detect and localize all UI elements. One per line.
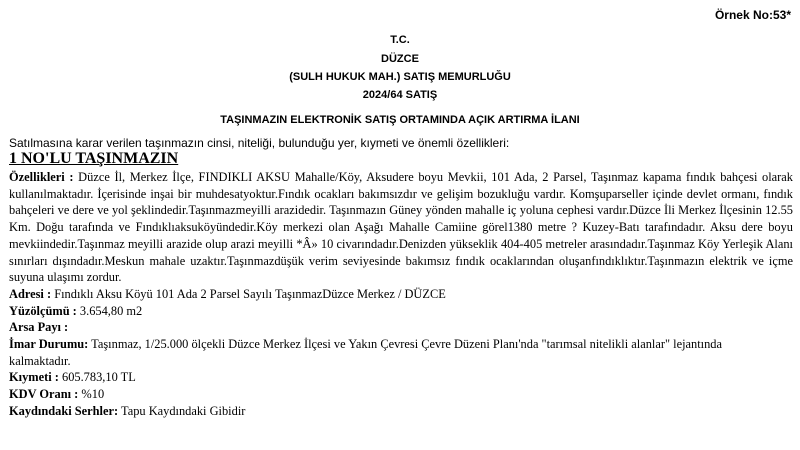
document-title: TAŞINMAZIN ELEKTRONİK SATIŞ ORTAMINDA AÇIK ARTIRMA İLANI xyxy=(220,114,580,126)
zoning-value: Taşınmaz, 1/25.000 ölçekli Düzce Merkez İlçesi ve Yakın Çevresi Çevre Düzeni Planı'nda "tarımsal nitelikli alanlar" lejantında kalmaktadır. xyxy=(9,337,722,368)
features-label: Özellikleri : xyxy=(9,170,74,184)
value-row xyxy=(9,369,793,386)
property-heading: 1 NO'LU TAŞINMAZIN xyxy=(9,150,179,167)
address-label: Adresi : xyxy=(9,286,52,301)
features-paragraph xyxy=(9,169,793,286)
vat-value: %10 xyxy=(81,387,105,402)
header-city: DÜZCE xyxy=(381,53,419,65)
area-label: Yüzölçümü : xyxy=(9,303,77,318)
share-label: Arsa Payı : xyxy=(9,320,69,335)
intro-text: Satılmasına karar verilen taşınmazın cinsi, niteliği, bulunduğu yer, kıymeti ve önemli özellikleri: xyxy=(9,136,510,150)
address-row xyxy=(9,286,793,303)
zoning-label: İmar Durumu: xyxy=(9,337,89,352)
records-label: Kaydındaki Serhler: xyxy=(9,403,119,418)
sample-number: Örnek No:53* xyxy=(714,8,791,22)
value-label: Kıymeti : xyxy=(9,370,59,385)
header-office: (SULH HUKUK MAH.) SATIŞ MEMURLUĞU xyxy=(289,71,511,83)
records-row xyxy=(9,403,793,420)
address-value: Fındıklı Aksu Köyü 101 Ada 2 Parsel Sayılı TaşınmazDüzce Merkez / DÜZCE xyxy=(54,286,446,301)
zoning-row xyxy=(9,336,793,369)
share-row xyxy=(9,319,793,336)
header-tc: T.C. xyxy=(390,34,410,46)
records-value: Tapu Kaydındaki Gibidir xyxy=(121,403,246,418)
value-value: 605.783,10 TL xyxy=(62,370,136,385)
header-file-number: 2024/64 SATIŞ xyxy=(362,89,438,101)
vat-label: KDV Oranı : xyxy=(9,387,79,402)
features-text: Düzce İl, Merkez İlçe, FINDIKLI AKSU Mahalle/Köy, Aksudere boyu Mevkii, 101 Ada, 2 Parsel, Taşınmaz kapama fındık bahçesi olarak kullanılmaktadır. İçerisinde inşai bir muhdesatyoktur.Fındık ocakları bakımsızdır ve gelişim bozukluğu vardır. Komşuparseller içinde devlet ormanı, fındık bahçeleri ve dere ve yol şeklindedir.Taşınmazmeyilli arazidedir. Taşınmazın Güney yönden mahalle iç yoluna cephesi vardır.Düzce İli Merkez İlçesinin 12.55 Km. Doğu tarafında ve Fındıklıaksuköyündedir.Köy merkezi olan Aşağı Mahalle Camiine görel1380 metre ? Kuzey-Batı tarafındadır. Aksu dere boyu mevkiindedir.Taşınmaz meyilli arazide olup arazi meyilli *Â» 10 civarındadır.Denizden yükseklik 404-405 metreler arasındadır.Taşınmaz Köy Yerleşik Alanı sınırları dışındadır.Meskun mahale uzaktır.Taşınmazdüşük verim seviyesinde bakımsız fındık ocaklarından oluşanfındıklıktır.Taşınmazın elektrik ve içme suyuna ulaşımı zordur. xyxy=(9,170,793,285)
area-value: 3.654,80 m2 xyxy=(79,303,143,318)
area-row xyxy=(9,303,793,320)
vat-row xyxy=(9,386,793,403)
property-details xyxy=(9,169,793,420)
